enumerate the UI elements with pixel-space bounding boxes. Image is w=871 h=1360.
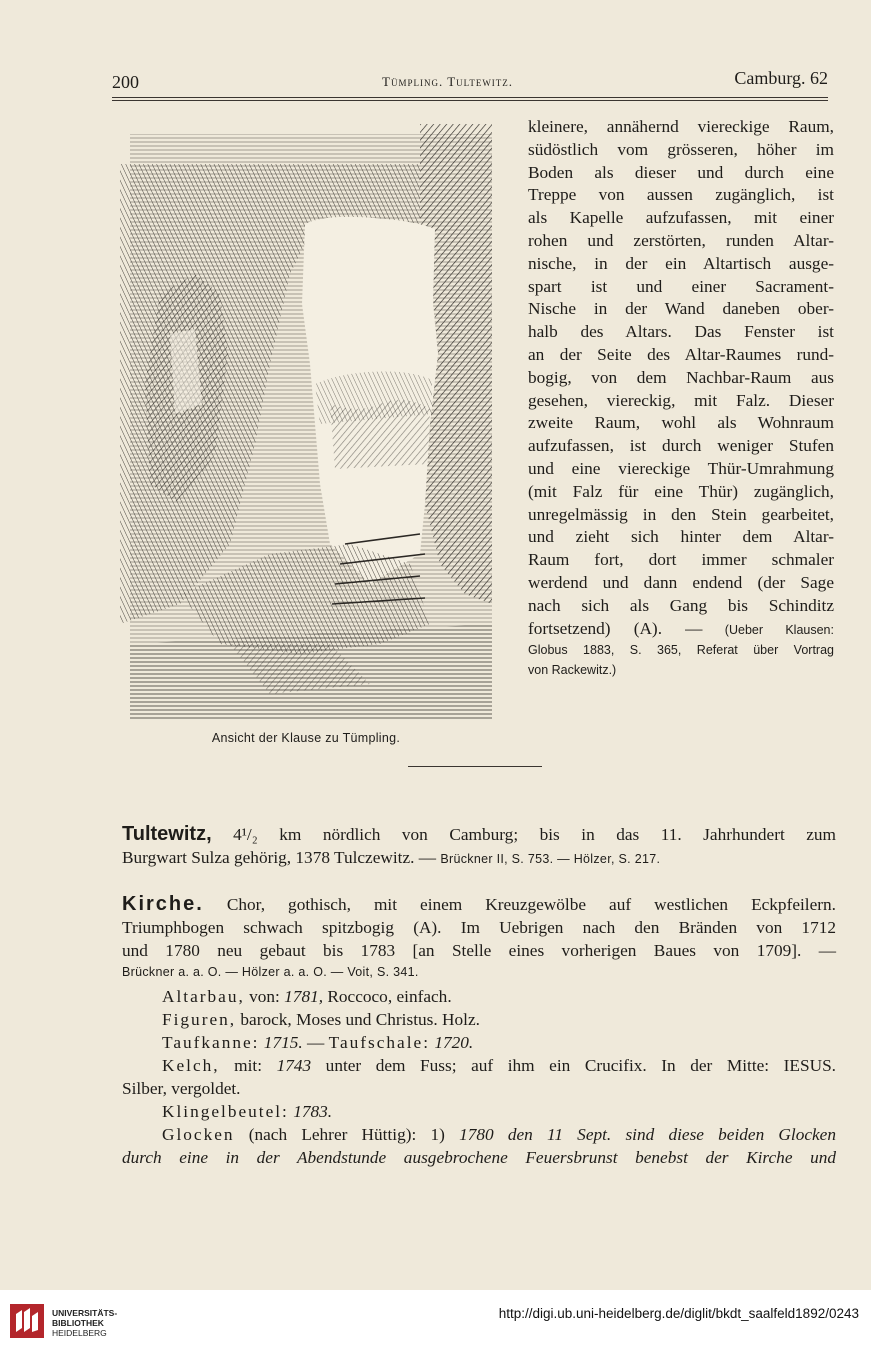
tultewitz-paragraph xyxy=(122,823,836,869)
item-year: 1720. xyxy=(430,1033,474,1052)
paragraph-line xyxy=(122,893,836,916)
line-text: Chor, gothisch, mit einem Kreuzgewölbe auf westlichen Eckpfeilern. xyxy=(203,895,836,914)
inventory-item xyxy=(122,1100,836,1123)
side-line: nische, in der ein Altartisch ausge- xyxy=(528,253,834,273)
side-line: Treppe von aussen zugänglich, ist xyxy=(528,185,834,205)
item-text: — xyxy=(302,1033,329,1052)
page-number: 200 xyxy=(112,72,139,92)
side-line: nach sich als Gang bis Schinditz xyxy=(528,595,834,615)
header-rule-double xyxy=(112,100,828,101)
item-label: Taufkanne: xyxy=(162,1033,260,1052)
side-line: als Kapelle aufzufassen, mit einer xyxy=(528,208,834,228)
line-text: 4¹/₂ km nördlich von Camburg; bis in das 11. Jahrhundert zum xyxy=(211,825,836,844)
section-heading-tultewitz: Tultewitz, xyxy=(122,823,212,845)
section-divider xyxy=(408,766,542,767)
side-line-main: fortsetzend) (A). — xyxy=(528,618,703,638)
reference-line: Brückner a. a. O. — Hölzer a. a. O. — Voit, S. 341. xyxy=(122,965,419,979)
inventory-item-continuation: Silber, vergoldet. xyxy=(122,1079,241,1098)
inventory-item xyxy=(122,985,836,1008)
side-line-reference: (Ueber Klausen: xyxy=(702,622,834,637)
item-text: von: xyxy=(244,987,285,1006)
figure-caption: Ansicht der Klause zu Tümpling. xyxy=(211,731,401,745)
library-footer xyxy=(0,1290,871,1360)
side-line: zweite Raum, wohl als Wohnraum xyxy=(528,413,834,433)
inventory-item xyxy=(122,1123,836,1146)
item-text: Roccoco, einfach. xyxy=(323,987,452,1006)
item-label: Taufschale: xyxy=(328,1033,431,1052)
side-line: bogig, von dem Nachbar-Raum aus xyxy=(528,367,834,387)
item-label: Figuren, xyxy=(162,1010,237,1029)
library-logo-icon xyxy=(8,1302,46,1340)
side-line: aufzufassen, ist durch weniger Stufen xyxy=(528,436,834,456)
paragraph-line xyxy=(122,846,836,869)
side-line: (mit Falz für eine Thür) zugänglich, xyxy=(528,481,834,501)
side-column-text xyxy=(528,116,834,680)
side-line: Nische in der Wand daneben ober- xyxy=(528,299,834,319)
side-line: südöstlich vom grösseren, höher im xyxy=(528,139,834,159)
inventory-list xyxy=(122,985,836,1169)
library-logo[interactable] xyxy=(8,1300,128,1350)
item-label: Altarbau, xyxy=(162,987,245,1006)
item-text: mit: xyxy=(219,1056,277,1075)
item-year: 1783. xyxy=(288,1102,333,1121)
item-label: Glocken xyxy=(162,1125,235,1144)
side-line: halb des Altars. Das Fenster ist xyxy=(528,322,834,342)
item-quote: 1780 den 11 Sept. sind diese beiden Glocken xyxy=(459,1125,836,1144)
side-line: Boden als dieser und durch eine xyxy=(528,162,834,182)
side-line: kleinere, annähernd viereckige Raum, xyxy=(528,117,834,136)
library-name-line: HEIDELBERG xyxy=(52,1328,107,1338)
reference-text: Brückner II, S. 753. — Hölzer, S. 217. xyxy=(440,852,661,866)
side-line: werdend und dann endend (der Sage xyxy=(528,572,834,592)
side-line: gesehen, viereckig, mit Falz. Dieser xyxy=(528,390,834,410)
side-line: rohen und zerstörten, runden Altar- xyxy=(528,230,834,250)
inventory-item xyxy=(122,1031,836,1054)
side-line: unregelmässig in den Stein gearbeitet, xyxy=(528,504,834,524)
side-line: spart ist und einer Sacrament- xyxy=(528,276,834,296)
inventory-item xyxy=(122,1008,836,1031)
item-year: 1743 xyxy=(276,1056,312,1075)
side-line: und eine viereckige Thür-Umrahmung xyxy=(528,458,834,478)
item-text: unter dem Fuss; auf ihm ein Crucifix. In der Mitte: IESUS. xyxy=(311,1056,836,1075)
running-head xyxy=(112,68,828,96)
kirche-paragraph xyxy=(122,893,836,982)
section-heading-kirche: Kirche. xyxy=(122,893,204,915)
library-name xyxy=(52,1308,117,1338)
inventory-item-continuation: durch eine in der Abendstunde ausgebrochene Feuersbrunst benebst der Kirche und xyxy=(122,1148,836,1167)
item-label: Klingelbeutel: xyxy=(162,1102,289,1121)
item-year: 1715. xyxy=(259,1033,303,1052)
library-name-line: BIBLIOTHEK xyxy=(52,1318,104,1328)
side-line xyxy=(528,618,834,641)
paragraph-line xyxy=(122,823,836,846)
side-line: Raum fort, dort immer schmaler xyxy=(528,550,834,570)
side-line: und zieht sich hinter dem Altar- xyxy=(528,527,834,547)
item-year: 1781, xyxy=(284,987,324,1006)
reference-line: von Rackewitz.) xyxy=(528,663,617,678)
item-text: barock, Moses und Christus. Holz. xyxy=(236,1010,480,1029)
library-name-line: UNIVERSITÄTS- xyxy=(52,1308,118,1318)
running-title-right: Camburg. 62 xyxy=(734,68,828,88)
item-label: Kelch, xyxy=(162,1056,220,1075)
reference-line: Globus 1883, S. 365, Referat über Vortrag xyxy=(528,643,834,658)
inventory-item xyxy=(122,1054,836,1077)
source-url-link[interactable]: http://digi.ub.uni-heidelberg.de/diglit/bkdt_saalfeld1892/0243 xyxy=(498,1306,859,1321)
paragraph-line: Triumphbogen schwach spitzbogig (A). Im Uebrigen nach den Bränden von 1712 xyxy=(122,918,836,937)
header-rule xyxy=(112,97,828,98)
side-line: an der Seite des Altar-Raumes rund- xyxy=(528,344,834,364)
item-text: (nach Lehrer Hüttig): 1) xyxy=(234,1125,460,1144)
paragraph-line: und 1780 neu gebaut bis 1783 [an Stelle eines vorherigen Baues von 1709]. — xyxy=(122,941,836,960)
line-text: Burgwart Sulza gehörig, 1378 Tulczewitz. — xyxy=(122,848,441,867)
running-title: Tümpling. Tultewitz. xyxy=(382,74,514,89)
hermitage-illustration xyxy=(120,124,492,719)
